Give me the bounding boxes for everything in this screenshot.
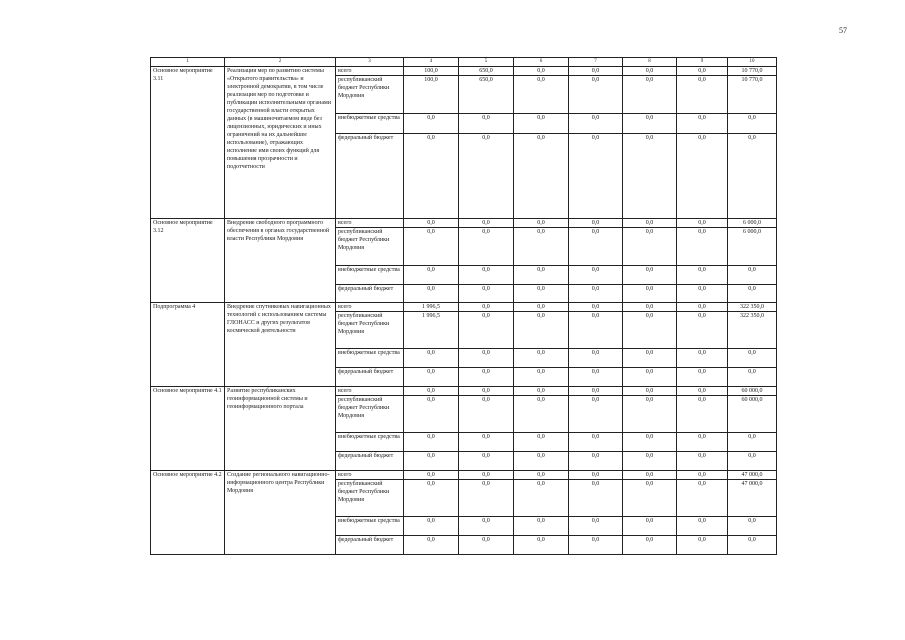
amount-cell: 0,0 — [514, 114, 569, 134]
amount-cell: 0,0 — [404, 266, 459, 285]
amount-cell: 0,0 — [677, 134, 728, 219]
funding-source: внебюджетные средства — [336, 349, 404, 368]
amount-cell: 650,0 — [459, 67, 514, 76]
amount-cell: 0,0 — [623, 452, 677, 471]
program-title: Внедрение спутниковых навигационных технологий с использованием системы ГЛОНАСС и других результатов космической деятельности — [225, 303, 336, 387]
amount-cell: 0,0 — [677, 452, 728, 471]
amount-cell: 0,0 — [623, 433, 677, 452]
amount-cell: 0,0 — [514, 134, 569, 219]
amount-cell: 0,0 — [677, 433, 728, 452]
amount-cell: 0,0 — [677, 219, 728, 228]
amount-cell: 0,0 — [569, 67, 623, 76]
amount-cell: 0,0 — [677, 349, 728, 368]
amount-cell: 0,0 — [623, 67, 677, 76]
column-number: 3 — [336, 58, 404, 67]
amount-cell: 0,0 — [728, 536, 777, 555]
amount-cell: 0,0 — [404, 433, 459, 452]
amount-cell: 0,0 — [404, 536, 459, 555]
program-code: Подпрограмма 4 — [151, 303, 225, 387]
column-number: 8 — [623, 58, 677, 67]
amount-cell: 0,0 — [569, 349, 623, 368]
amount-cell: 0,0 — [569, 517, 623, 536]
amount-cell: 0,0 — [569, 134, 623, 219]
funding-source: внебюджетные средства — [336, 517, 404, 536]
page-number: 57 — [839, 26, 847, 35]
amount-cell: 0,0 — [514, 387, 569, 396]
amount-cell: 0,0 — [404, 228, 459, 266]
program-code: Основное мероприятие 3.12 — [151, 219, 225, 303]
amount-cell: 0,0 — [623, 285, 677, 303]
amount-cell: 0,0 — [514, 76, 569, 114]
amount-cell: 6 000,0 — [728, 219, 777, 228]
funding-source: внебюджетные средства — [336, 266, 404, 285]
funding-source: внебюджетные средства — [336, 114, 404, 134]
amount-cell: 0,0 — [677, 67, 728, 76]
amount-cell: 1 996,5 — [404, 303, 459, 312]
amount-cell: 0,0 — [569, 480, 623, 517]
amount-cell: 0,0 — [728, 266, 777, 285]
amount-cell: 0,0 — [677, 303, 728, 312]
funding-source: всего — [336, 387, 404, 396]
funding-source: всего — [336, 67, 404, 76]
column-number: 9 — [677, 58, 728, 67]
amount-cell: 10 770,0 — [728, 67, 777, 76]
column-number: 1 — [151, 58, 225, 67]
amount-cell: 0,0 — [459, 219, 514, 228]
amount-cell: 0,0 — [569, 285, 623, 303]
amount-cell: 100,0 — [404, 76, 459, 114]
amount-cell: 0,0 — [569, 219, 623, 228]
table-body — [151, 58, 777, 555]
funding-source: всего — [336, 219, 404, 228]
funding-source: республиканский бюджет Республики Мордовия — [336, 228, 404, 266]
amount-cell: 0,0 — [514, 433, 569, 452]
amount-cell: 60 000,0 — [728, 396, 777, 433]
amount-cell: 322 350,0 — [728, 303, 777, 312]
amount-cell: 0,0 — [623, 219, 677, 228]
amount-cell: 0,0 — [623, 266, 677, 285]
amount-cell: 0,0 — [514, 303, 569, 312]
amount-cell: 0,0 — [623, 228, 677, 266]
amount-cell: 0,0 — [569, 76, 623, 114]
amount-cell: 0,0 — [677, 114, 728, 134]
amount-cell: 0,0 — [569, 368, 623, 387]
amount-cell: 100,0 — [404, 67, 459, 76]
amount-cell: 0,0 — [459, 303, 514, 312]
program-code: Основное мероприятие 4.2 — [151, 471, 225, 555]
amount-cell: 0,0 — [459, 266, 514, 285]
column-number: 7 — [569, 58, 623, 67]
amount-cell: 0,0 — [404, 452, 459, 471]
funding-source: республиканский бюджет Республики Мордовия — [336, 396, 404, 433]
amount-cell: 0,0 — [677, 536, 728, 555]
funding-source: федеральный бюджет — [336, 134, 404, 219]
amount-cell: 0,0 — [459, 471, 514, 480]
amount-cell: 0,0 — [623, 303, 677, 312]
amount-cell: 322 350,0 — [728, 312, 777, 349]
funding-source: федеральный бюджет — [336, 452, 404, 471]
amount-cell: 0,0 — [677, 396, 728, 433]
amount-cell: 0,0 — [459, 536, 514, 555]
table-row — [151, 303, 777, 312]
amount-cell: 0,0 — [404, 396, 459, 433]
funding-source: федеральный бюджет — [336, 536, 404, 555]
column-number: 2 — [225, 58, 336, 67]
amount-cell: 0,0 — [459, 134, 514, 219]
amount-cell: 0,0 — [623, 536, 677, 555]
amount-cell: 1 996,5 — [404, 312, 459, 349]
amount-cell: 0,0 — [677, 517, 728, 536]
funding-source: республиканский бюджет Республики Мордовия — [336, 480, 404, 517]
amount-cell: 0,0 — [514, 312, 569, 349]
amount-cell: 0,0 — [514, 228, 569, 266]
amount-cell: 47 000,0 — [728, 471, 777, 480]
amount-cell: 0,0 — [404, 114, 459, 134]
amount-cell: 0,0 — [514, 67, 569, 76]
amount-cell: 0,0 — [569, 303, 623, 312]
amount-cell: 0,0 — [459, 228, 514, 266]
funding-source: республиканский бюджет Республики Мордовия — [336, 312, 404, 349]
program-title: Создание регионального навигационно-информационного центра Республики Мордовия — [225, 471, 336, 555]
amount-cell: 0,0 — [728, 452, 777, 471]
amount-cell: 0,0 — [404, 219, 459, 228]
amount-cell: 0,0 — [404, 368, 459, 387]
amount-cell: 0,0 — [459, 387, 514, 396]
amount-cell: 0,0 — [623, 517, 677, 536]
amount-cell: 650,0 — [459, 76, 514, 114]
amount-cell: 0,0 — [677, 76, 728, 114]
amount-cell: 60 000,0 — [728, 387, 777, 396]
table-row — [151, 471, 777, 480]
amount-cell: 0,0 — [728, 368, 777, 387]
amount-cell: 0,0 — [514, 368, 569, 387]
funding-source: республиканский бюджет Республики Мордовия — [336, 76, 404, 114]
amount-cell: 0,0 — [623, 312, 677, 349]
program-code: Основное мероприятие 4.1 — [151, 387, 225, 471]
amount-cell: 0,0 — [623, 349, 677, 368]
table-row — [151, 219, 777, 228]
amount-cell: 0,0 — [677, 285, 728, 303]
amount-cell: 0,0 — [459, 433, 514, 452]
amount-cell: 0,0 — [404, 285, 459, 303]
amount-cell: 0,0 — [404, 387, 459, 396]
amount-cell: 0,0 — [677, 471, 728, 480]
amount-cell: 0,0 — [677, 480, 728, 517]
amount-cell: 0,0 — [677, 312, 728, 349]
funding-source: федеральный бюджет — [336, 285, 404, 303]
amount-cell: 0,0 — [514, 285, 569, 303]
header-row — [151, 58, 777, 67]
amount-cell: 0,0 — [728, 517, 777, 536]
budget-table — [150, 57, 777, 555]
amount-cell: 0,0 — [569, 312, 623, 349]
amount-cell: 0,0 — [459, 285, 514, 303]
column-number: 6 — [514, 58, 569, 67]
amount-cell: 0,0 — [569, 452, 623, 471]
amount-cell: 0,0 — [728, 433, 777, 452]
amount-cell: 0,0 — [569, 433, 623, 452]
amount-cell: 0,0 — [459, 368, 514, 387]
amount-cell: 0,0 — [514, 266, 569, 285]
amount-cell: 0,0 — [514, 536, 569, 555]
funding-source: всего — [336, 303, 404, 312]
table-row — [151, 387, 777, 396]
table-row — [151, 67, 777, 76]
program-title: Внедрение свободного программного обеспечения в органах государственной власти Республики Мордовия — [225, 219, 336, 303]
program-title: Реализация мер по развитию системы «Открытого правительства» и электронной демократии, в том числе реализация мер по подготовке и публикации исполнительными органами государственной власти открытых данных (в машиночитаемом виде без лицензионных, юридических и иных ограничений на их дальнейшее использование), отражающих исполнение ими своих функций для повышения прозрачности и подотчетности — [225, 67, 336, 219]
amount-cell: 0,0 — [459, 312, 514, 349]
amount-cell: 0,0 — [569, 114, 623, 134]
amount-cell: 0,0 — [623, 387, 677, 396]
funding-source: внебюджетные средства — [336, 433, 404, 452]
column-number: 5 — [459, 58, 514, 67]
amount-cell: 0,0 — [459, 517, 514, 536]
amount-cell: 0,0 — [514, 480, 569, 517]
amount-cell: 0,0 — [404, 349, 459, 368]
amount-cell: 0,0 — [514, 396, 569, 433]
amount-cell: 0,0 — [514, 349, 569, 368]
amount-cell: 0,0 — [569, 396, 623, 433]
amount-cell: 0,0 — [728, 114, 777, 134]
amount-cell: 0,0 — [404, 480, 459, 517]
amount-cell: 0,0 — [569, 471, 623, 480]
amount-cell: 0,0 — [459, 452, 514, 471]
amount-cell: 0,0 — [514, 471, 569, 480]
amount-cell: 0,0 — [514, 219, 569, 228]
amount-cell: 0,0 — [459, 480, 514, 517]
amount-cell: 0,0 — [623, 471, 677, 480]
program-title: Развитие республиканских геоинформационной системы и геоинформационного портала — [225, 387, 336, 471]
amount-cell: 6 000,0 — [728, 228, 777, 266]
amount-cell: 0,0 — [514, 452, 569, 471]
amount-cell: 0,0 — [677, 228, 728, 266]
amount-cell: 0,0 — [623, 76, 677, 114]
amount-cell: 47 000,0 — [728, 480, 777, 517]
amount-cell: 0,0 — [404, 517, 459, 536]
column-number: 10 — [728, 58, 777, 67]
amount-cell: 0,0 — [623, 134, 677, 219]
program-code: Основное мероприятие 3.11 — [151, 67, 225, 219]
amount-cell: 0,0 — [459, 349, 514, 368]
amount-cell: 0,0 — [514, 517, 569, 536]
amount-cell: 0,0 — [569, 536, 623, 555]
amount-cell: 0,0 — [623, 368, 677, 387]
amount-cell: 0,0 — [728, 134, 777, 219]
amount-cell: 0,0 — [623, 396, 677, 433]
amount-cell: 0,0 — [569, 228, 623, 266]
amount-cell: 0,0 — [623, 114, 677, 134]
amount-cell: 0,0 — [459, 114, 514, 134]
amount-cell: 0,0 — [728, 349, 777, 368]
amount-cell: 0,0 — [404, 134, 459, 219]
column-number: 4 — [404, 58, 459, 67]
amount-cell: 0,0 — [623, 480, 677, 517]
amount-cell: 0,0 — [677, 387, 728, 396]
amount-cell: 0,0 — [677, 266, 728, 285]
amount-cell: 0,0 — [459, 396, 514, 433]
amount-cell: 0,0 — [728, 285, 777, 303]
amount-cell: 10 770,0 — [728, 76, 777, 114]
funding-source: федеральный бюджет — [336, 368, 404, 387]
amount-cell: 0,0 — [569, 387, 623, 396]
funding-source: всего — [336, 471, 404, 480]
amount-cell: 0,0 — [569, 266, 623, 285]
amount-cell: 0,0 — [677, 368, 728, 387]
amount-cell: 0,0 — [404, 471, 459, 480]
